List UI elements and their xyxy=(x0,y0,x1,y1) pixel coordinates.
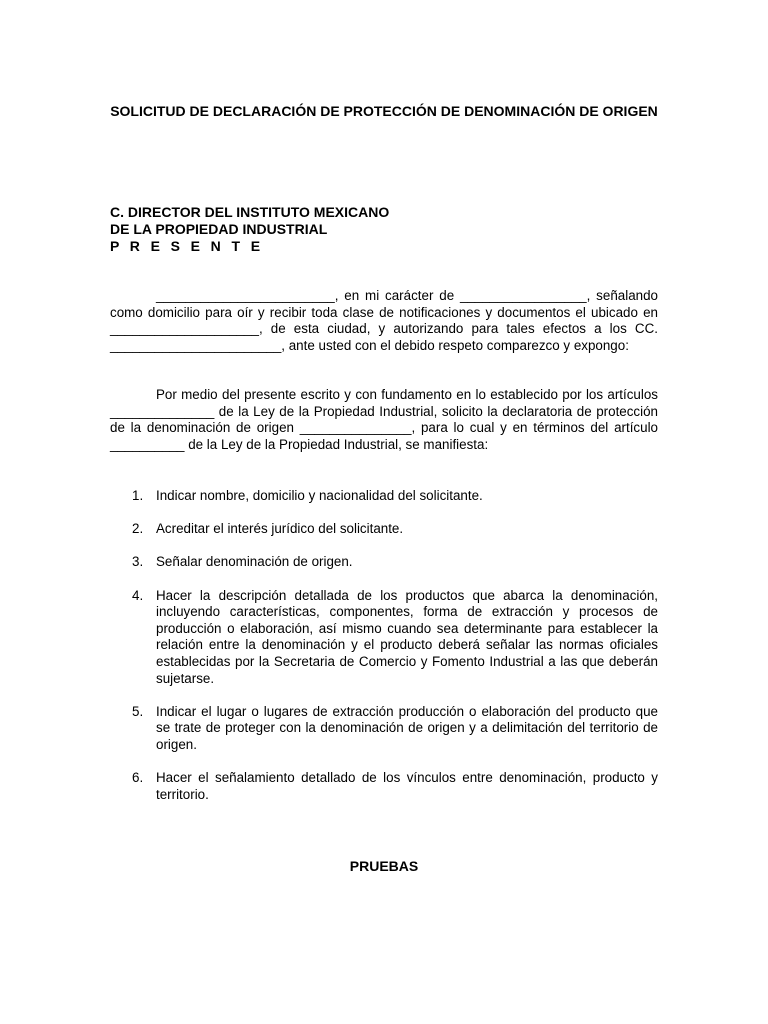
addressee-block xyxy=(110,204,658,255)
document-title: SOLICITUD DE DECLARACIÓN DE PROTECCIÓN DE DENOMINACIÓN DE ORIGEN xyxy=(110,103,658,119)
list-item xyxy=(110,770,658,803)
list-item-text: Hacer el señalamiento detallado de los vínculos entre denominación, producto y territorio. xyxy=(156,770,658,802)
list-item-text: Indicar nombre, domicilio y nacionalidad del solicitante. xyxy=(156,488,483,503)
list-item-number: 1. xyxy=(132,488,144,503)
paragraph-request: Por medio del presente escrito y con fundamento en lo establecido por los artículos ______________ de la Ley de la Propiedad Industrial, solicito la declaratoria de protección de la denominación de origen _______________, para lo cual y en términos del artículo __________ de la Ley de la Propiedad Industrial, se manifiesta: xyxy=(110,387,658,452)
addressee-line-3: P R E S E N T E xyxy=(110,238,264,254)
list-item-number: 2. xyxy=(132,521,144,537)
list-item xyxy=(110,704,658,754)
list-item xyxy=(110,554,658,571)
section-heading-pruebas: PRUEBAS xyxy=(349,858,419,874)
addressee-line-2: DE LA PROPIEDAD INDUSTRIAL xyxy=(110,221,328,237)
list-item-text: Hacer la descripción detallada de los productos que abarca la denominación, incluyendo características, componentes, forma de extracción y procesos de producción o elaboración, así mismo cuando sea determinante para establecer la relación entre la denominación y el producto deberá señalar las normas oficiales establecidas por la Secretaria de Comercio y Fomento Industrial a las que deberán sujetarse. xyxy=(156,587,658,686)
paragraph-intro: ________________________, en mi carácter de _________________, señalando como domicilio para oír y recibir toda clase de notificaciones y documentos el ubicado en ____________________, de esta ciudad, y autorizando para tales efectos a los CC. _______________________, ante usted con el debido respeto comparezco y expongo: xyxy=(110,288,658,353)
list-item-number: 6. xyxy=(132,770,144,786)
list-item xyxy=(110,488,658,505)
addressee-line-1: C. DIRECTOR DEL INSTITUTO MEXICANO xyxy=(110,204,390,220)
list-item xyxy=(110,588,658,688)
list-item xyxy=(110,521,658,538)
list-item-number: 5. xyxy=(132,703,144,719)
list-item-text: Acreditar el interés jurídico del solicitante. xyxy=(156,521,404,537)
list-item-text: Señalar denominación de origen. xyxy=(156,554,353,570)
requirements-list xyxy=(110,488,658,820)
list-item-number: 4. xyxy=(132,587,144,603)
list-item-text: Indicar el lugar o lugares de extracción producción o elaboración del producto que se trate de proteger con la denominación de origen y a delimitación del territorio de origen. xyxy=(156,703,658,752)
list-item-number: 3. xyxy=(132,554,144,570)
